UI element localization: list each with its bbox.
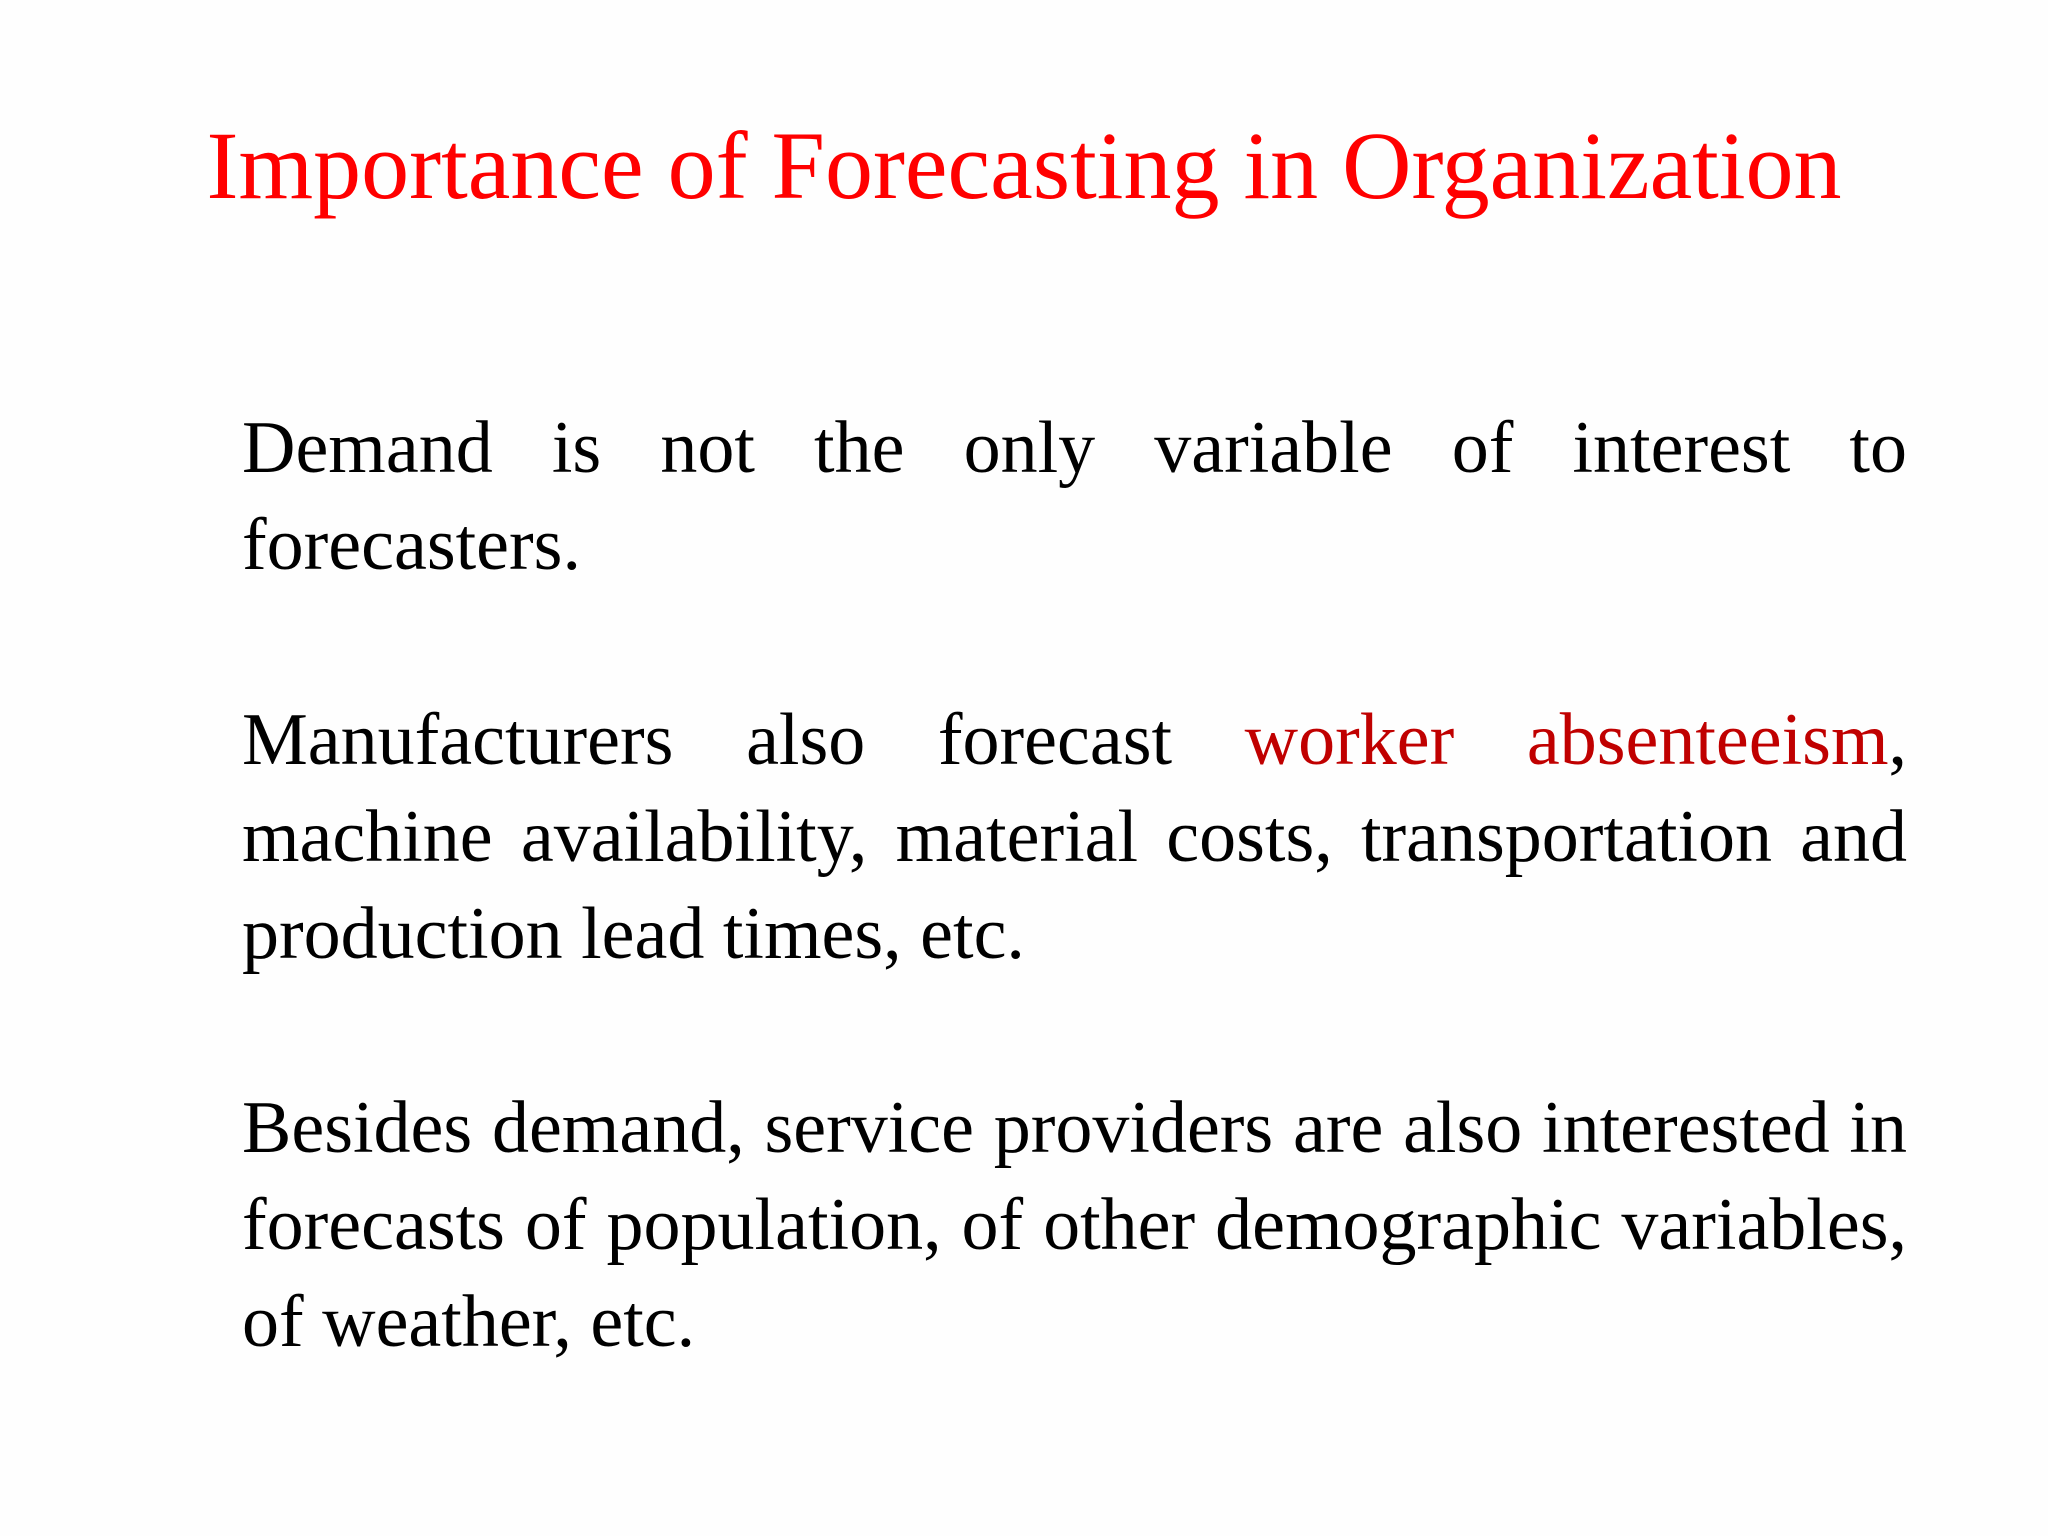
paragraph-manufacturers-text-start: Manufacturers also forecast xyxy=(242,699,1245,781)
paragraph-demand xyxy=(242,400,1907,594)
slide-title: Importance of Forecasting in Organization xyxy=(206,112,1842,219)
paragraph-service-providers xyxy=(242,1080,1907,1371)
paragraph-demand-text: Demand is not the only variable of interest to forecasters. xyxy=(242,407,1907,586)
highlighted-term: worker absenteeism xyxy=(1244,699,1889,781)
paragraph-service-providers-text: Besides demand, service providers are also interested in forecasts of population, of other demographic variables, of weather, etc. xyxy=(242,1087,1907,1363)
paragraph-manufacturers xyxy=(242,692,1907,983)
paragraph-manufacturers-text-end: , machine availability, material costs, transportation and production lead times, etc. xyxy=(242,699,1908,975)
